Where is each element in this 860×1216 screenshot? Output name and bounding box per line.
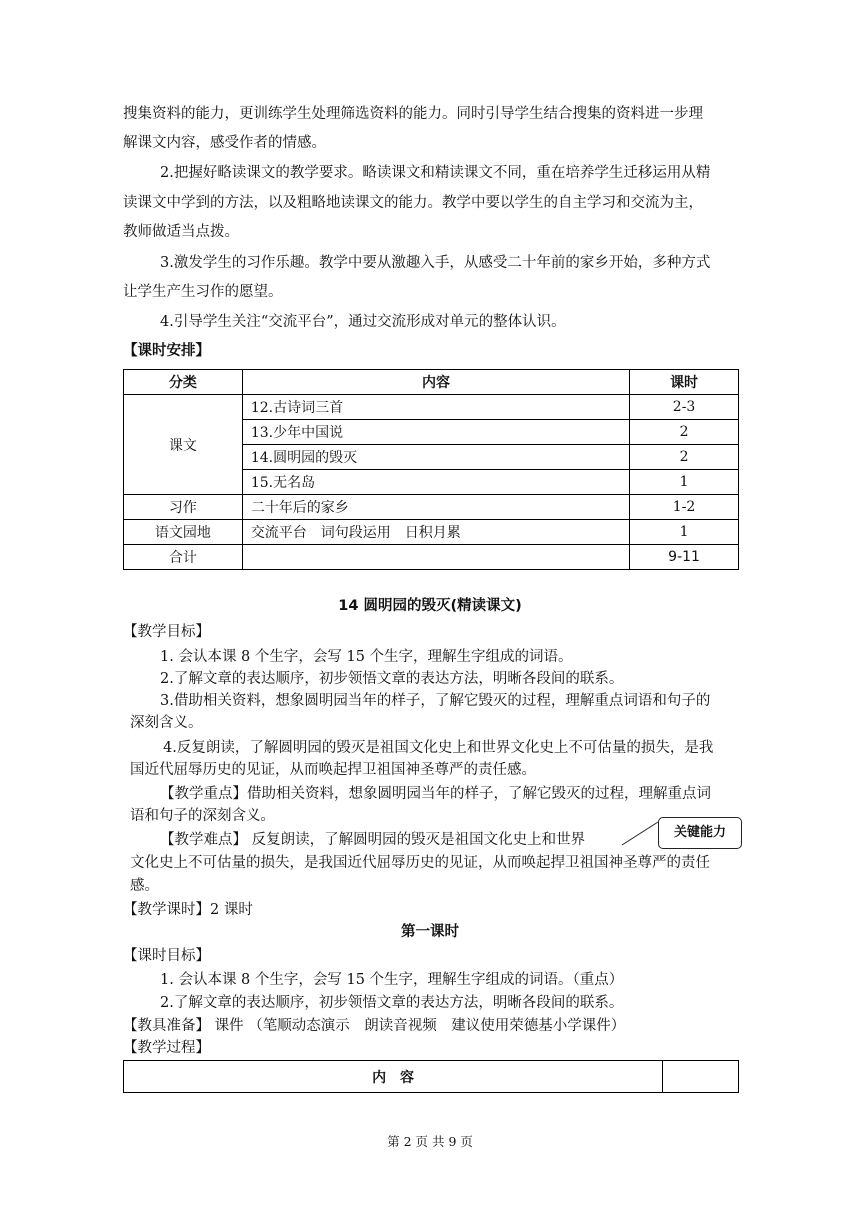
hours-cell: 2 (630, 445, 739, 470)
difficulty: 感。 (130, 878, 159, 894)
category-cell: 习作 (124, 495, 243, 520)
goal-item: 2.了解文章的表达顺序，初步领悟文章的表达方法，明晰各段间的联系。 (160, 671, 624, 687)
periods-count: 【教学课时】2 课时 (123, 902, 253, 918)
content-cell: 13.少年中国说 (242, 420, 629, 445)
period-goals-heading: 【课时目标】 (123, 948, 210, 964)
table-row (124, 495, 739, 520)
intro-line: 教师做适当点拨。 (123, 224, 239, 240)
schedule-heading: 【课时安排】 (123, 343, 210, 359)
table-row (124, 520, 739, 545)
difficulty: 【教学难点】 反复朗读，了解圆明园的毁灭是祖国文化史上和世界 (160, 832, 586, 848)
hours-cell: 2-3 (630, 395, 739, 420)
period-goal: 2.了解文章的表达顺序，初步领悟文章的表达方法，明晰各段间的联系。 (160, 995, 624, 1011)
goal-item: 国近代屈辱历史的见证，从而唤起捍卫祖国神圣尊严的责任感。 (130, 762, 536, 778)
callout-key-ability: 关键能力 (658, 817, 742, 849)
process-heading: 【教学过程】 (123, 1040, 210, 1056)
table-header-row (124, 370, 739, 395)
header-category: 分类 (124, 370, 243, 395)
content-cell: 14.圆明园的毁灭 (242, 445, 629, 470)
lesson-title: 14 圆明园的毁灭(精读课文) (338, 598, 522, 614)
content-cell: 12.古诗词三首 (242, 395, 629, 420)
callout-pointer (618, 818, 660, 848)
header-content: 内容 (242, 370, 629, 395)
process-header-row (124, 1061, 739, 1093)
process-content-header: 内 容 (124, 1061, 663, 1093)
tools-line: 【教具准备】 课件 （笔顺动态演示 朗读音视频 建议使用荣德基小学课件） (123, 1018, 626, 1034)
intro-line: 读课文中学到的方法，以及粗略地读课文的能力。教学中要以学生的自主学习和交流为主， (123, 195, 703, 211)
total-label: 合计 (124, 545, 243, 570)
process-table (123, 1060, 739, 1093)
goal-item: 1. 会认本课 8 个生字，会写 15 个生字，理解生字组成的词语。 (160, 649, 573, 665)
content-cell: 交流平台 词句段运用 日积月累 (242, 520, 629, 545)
intro-line: 解课文内容，感受作者的情感。 (123, 135, 326, 151)
intro-line: 让学生产生习作的愿望。 (123, 284, 283, 300)
process-empty-header (663, 1061, 739, 1093)
total-content (242, 545, 629, 570)
goal-item: 4.反复朗读，了解圆明园的毁灭是祖国文化史上和世界文化史上不可估量的损失，是我 (163, 740, 714, 756)
page-number: 第 2 页 共 9 页 (387, 1134, 473, 1149)
table-row (124, 395, 739, 420)
goal-item: 3.借助相关资料，想象圆明园当年的样子，了解它毁灭的过程，理解重点词语和句子的 (160, 693, 711, 709)
intro-line: 3.激发学生的习作乐趣。教学中要从激趣入手，从感受二十年前的家乡开始，多种方式 (160, 255, 711, 271)
header-hours: 课时 (630, 370, 739, 395)
period-goal: 1. 会认本课 8 个生字，会写 15 个生字，理解生字组成的词语。（重点） (160, 972, 624, 988)
category-cell: 课文 (124, 395, 243, 495)
category-cell: 语文园地 (124, 520, 243, 545)
content-cell: 二十年后的家乡 (242, 495, 629, 520)
total-hours: 9-11 (630, 545, 739, 570)
intro-line: 2.把握好略读课文的教学要求。略读课文和精读课文不同，重在培养学生迁移运用从精 (160, 165, 711, 181)
schedule-table (123, 369, 739, 570)
goals-heading: 【教学目标】 (123, 624, 210, 640)
key-point: 【教学重点】借助相关资料，想象圆明园当年的样子，了解它毁灭的过程，理解重点词 (160, 786, 711, 802)
key-point: 语和句子的深刻含义。 (130, 808, 275, 824)
hours-cell: 1 (630, 520, 739, 545)
hours-cell: 1 (630, 470, 739, 495)
table-total-row (124, 545, 739, 570)
intro-line: 4.引导学生关注“交流平台”，通过交流形成对单元的整体认识。 (160, 314, 566, 330)
hours-cell: 2 (630, 420, 739, 445)
content-cell: 15.无名岛 (242, 470, 629, 495)
difficulty: 文化史上不可估量的损失，是我国近代屈辱历史的见证，从而唤起捍卫祖国神圣尊严的责任 (130, 855, 710, 871)
goal-item: 深刻含义。 (130, 715, 203, 731)
first-period-title: 第一课时 (401, 924, 459, 940)
intro-line: 搜集资料的能力，更训练学生处理筛选资料的能力。同时引导学生结合搜集的资料进一步理 (123, 106, 703, 122)
hours-cell: 1-2 (630, 495, 739, 520)
